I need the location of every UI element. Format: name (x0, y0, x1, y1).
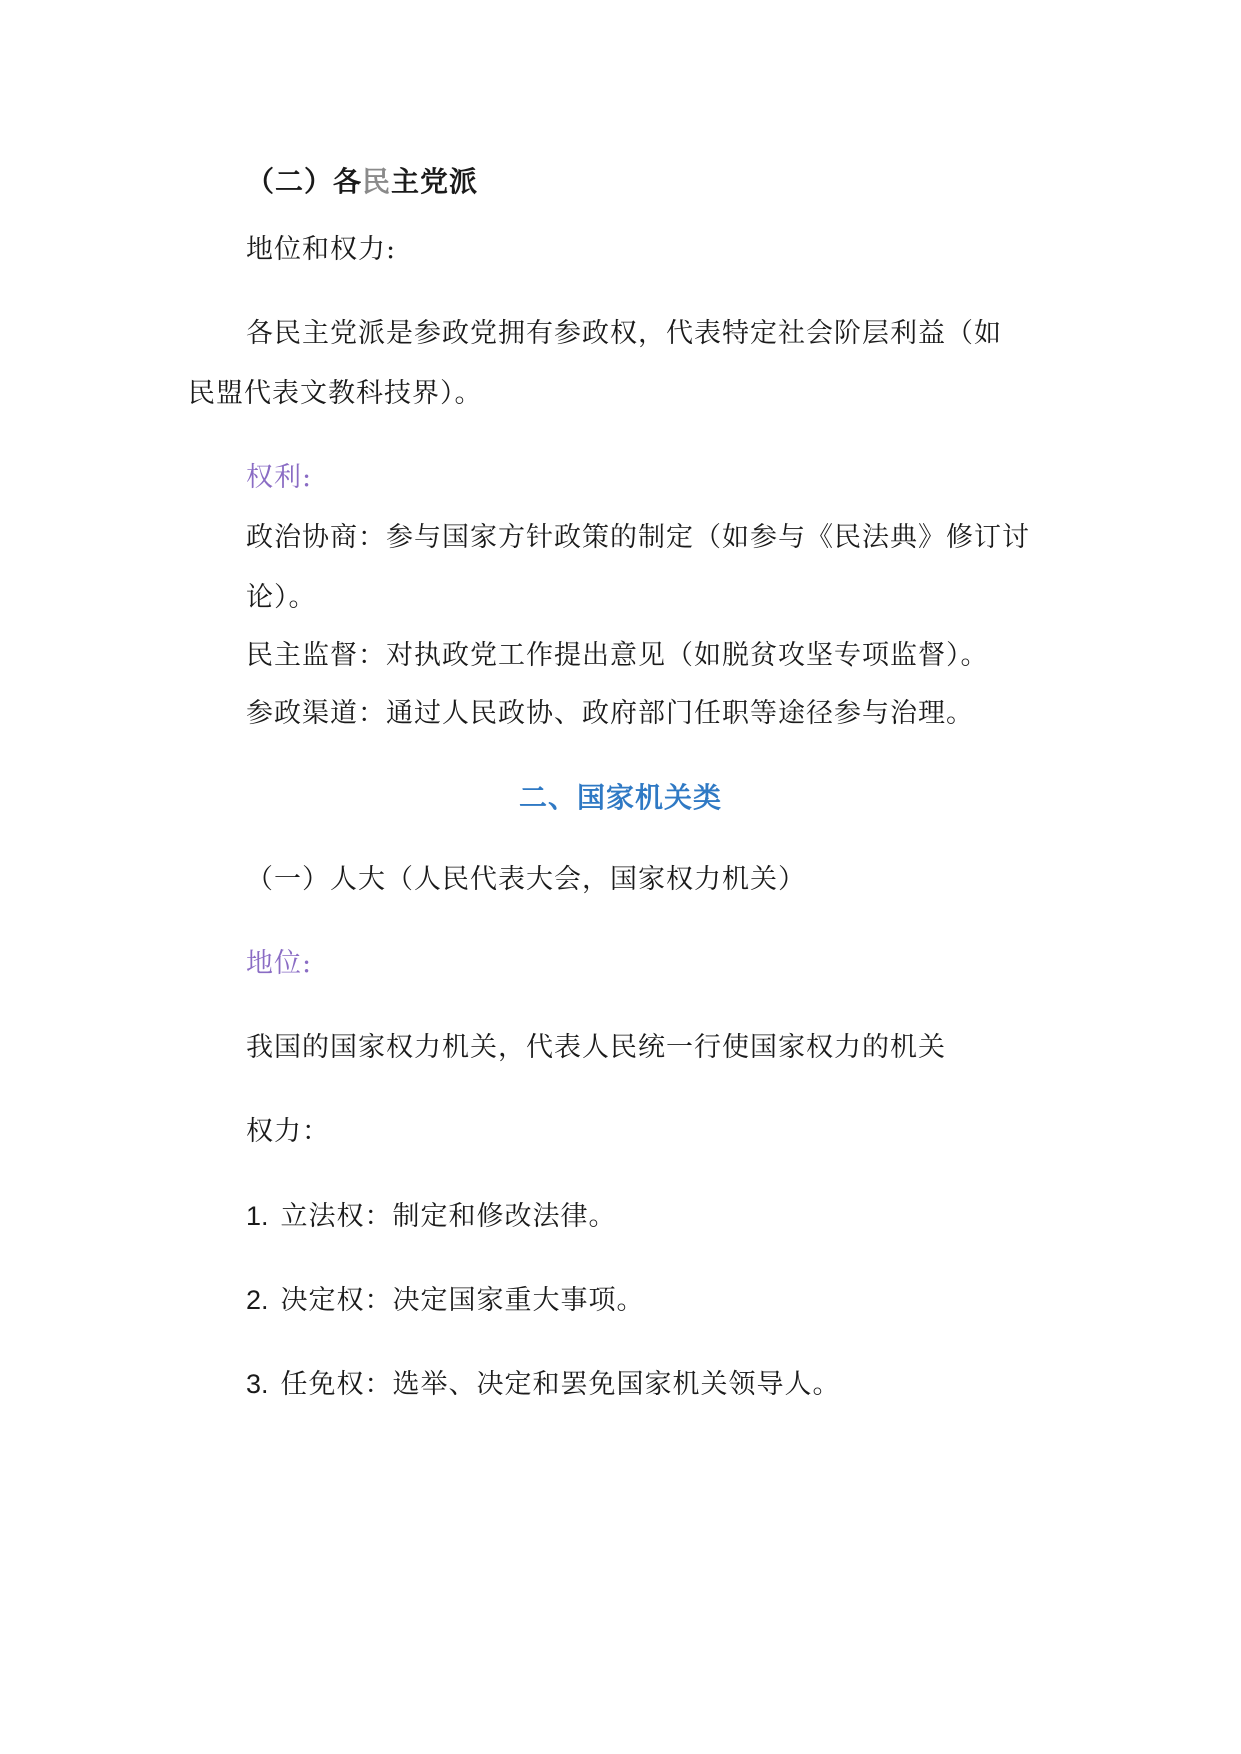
power-item-appointment (246, 1366, 841, 1403)
powers-label: 权力： (246, 1116, 330, 1147)
right-participation-channels: 参政渠道：通过人民政协、政府部门任职等途径参与治理。 (246, 698, 974, 729)
sub-heading-prefix: （二）各 (246, 165, 363, 198)
status-text-line-1: 各民主党派是参政党拥有参政权，代表特定社会阶层利益（如 (246, 318, 1002, 349)
sub-heading-suffix: 主党派 (391, 165, 479, 198)
list-item-text: 任免权：选举、决定和罢免国家机关领导人。 (280, 1369, 841, 1400)
list-number: 3. (246, 1369, 269, 1399)
list-item-text: 立法权：制定和修改法律。 (280, 1201, 617, 1232)
sub-heading-democratic-parties (246, 164, 478, 200)
sub-heading-npc: （一）人大（人民代表大会，国家权力机关） (246, 864, 806, 895)
list-number: 1. (246, 1201, 269, 1231)
rights-label: 权利: (246, 462, 313, 493)
right-political-consultation-line-2: 论）。 (246, 582, 317, 613)
section-title-state-organs: 二、国家机关类 (518, 781, 722, 814)
position-label: 地位: (246, 948, 313, 979)
right-political-consultation-line-1: 政治协商：参与国家方针政策的制定（如参与《民法典》修订讨 (246, 522, 1030, 553)
position-text: 我国的国家权力机关，代表人民统一行使国家权力的机关 (246, 1032, 946, 1063)
status-text-line-2: 民盟代表文教科技界）。 (188, 378, 483, 409)
list-item-text: 决定权：决定国家重大事项。 (280, 1285, 645, 1316)
power-item-legislative (246, 1198, 617, 1235)
right-democratic-supervision: 民主监督：对执政党工作提出意见（如脱贫攻坚专项监督）。 (246, 640, 989, 671)
list-number: 2. (246, 1285, 269, 1315)
power-item-decision (246, 1282, 645, 1319)
sub-heading-light-char: 民 (362, 165, 392, 198)
status-label: 地位和权力: (246, 234, 397, 265)
